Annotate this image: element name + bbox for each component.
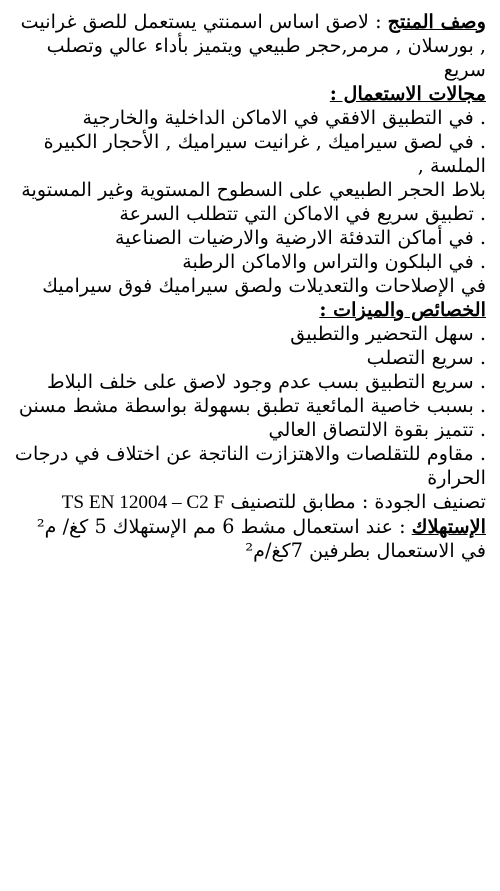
features-item: . بسبب خاصية المائعية تطبق بسهولة بواسطة مشط مسنن: [18, 394, 486, 417]
features-item: . سريع التطبيق بسب عدم وجود لاصق على خلف البلاط: [46, 370, 486, 393]
features-item: . سريع التصلب: [366, 346, 486, 369]
quality-text: تصنيف الجودة : مطابق للتصنيف: [230, 490, 486, 513]
consumption: [14, 515, 486, 539]
product-description: [14, 10, 486, 82]
uses-item: . في التطبيق الافقي في الاماكن الداخلية والخارجية: [82, 106, 486, 129]
uses-item: . في البلكون والتراس والاماكن الرطبة: [182, 250, 486, 273]
quality-standard: TS EN 12004 – C2 F: [61, 492, 225, 513]
uses-item: بلاط الحجر الطبيعي على السطوح المستوية وغير المستوية: [21, 178, 486, 201]
consumption-label: الإستهلاك: [411, 515, 486, 538]
uses-item: . في لصق سيراميك , غرانيت سيراميك , الأحجار الكبيرة الملسة ,: [43, 130, 486, 177]
quality-classification: [14, 490, 486, 515]
features-item: . مقاوم للتقلصات والاهتزازت الناتجة عن اختلاف في درجات الحرارة: [14, 442, 486, 489]
features-item: . تتميز بقوة الالتصاق العالي: [268, 418, 486, 441]
consumption-line1: : عند استعمال مشط 6 مم الإستهلاك 5 كغ/ م²: [36, 515, 406, 538]
features-heading: الخصائص والميزات :: [319, 298, 486, 321]
uses-item: في الإصلاحات والتعديلات ولصق سيراميك فوق سيراميك: [42, 274, 486, 297]
uses-item: . تطبيق سريع في الاماكن التي تتطلب السرعة: [119, 202, 486, 225]
consumption-line2: في الاستعمال بطرفين 7كغ/م²: [245, 539, 486, 562]
uses-item: . في أماكن التدفئة الارضية والارضيات الصناعية: [114, 226, 486, 249]
description-text: : لاصق اساس اسمنتي يستعمل للصق غرانيت , بورسلان , مرمر,حجر طبيعي ويتميز بأداء عالي وتصلب سريع: [20, 10, 486, 81]
description-label: وصف المنتج: [387, 10, 486, 33]
uses-heading: مجالات الاستعمال :: [329, 82, 486, 105]
features-item: . سهل التحضير والتطبيق: [290, 322, 486, 345]
